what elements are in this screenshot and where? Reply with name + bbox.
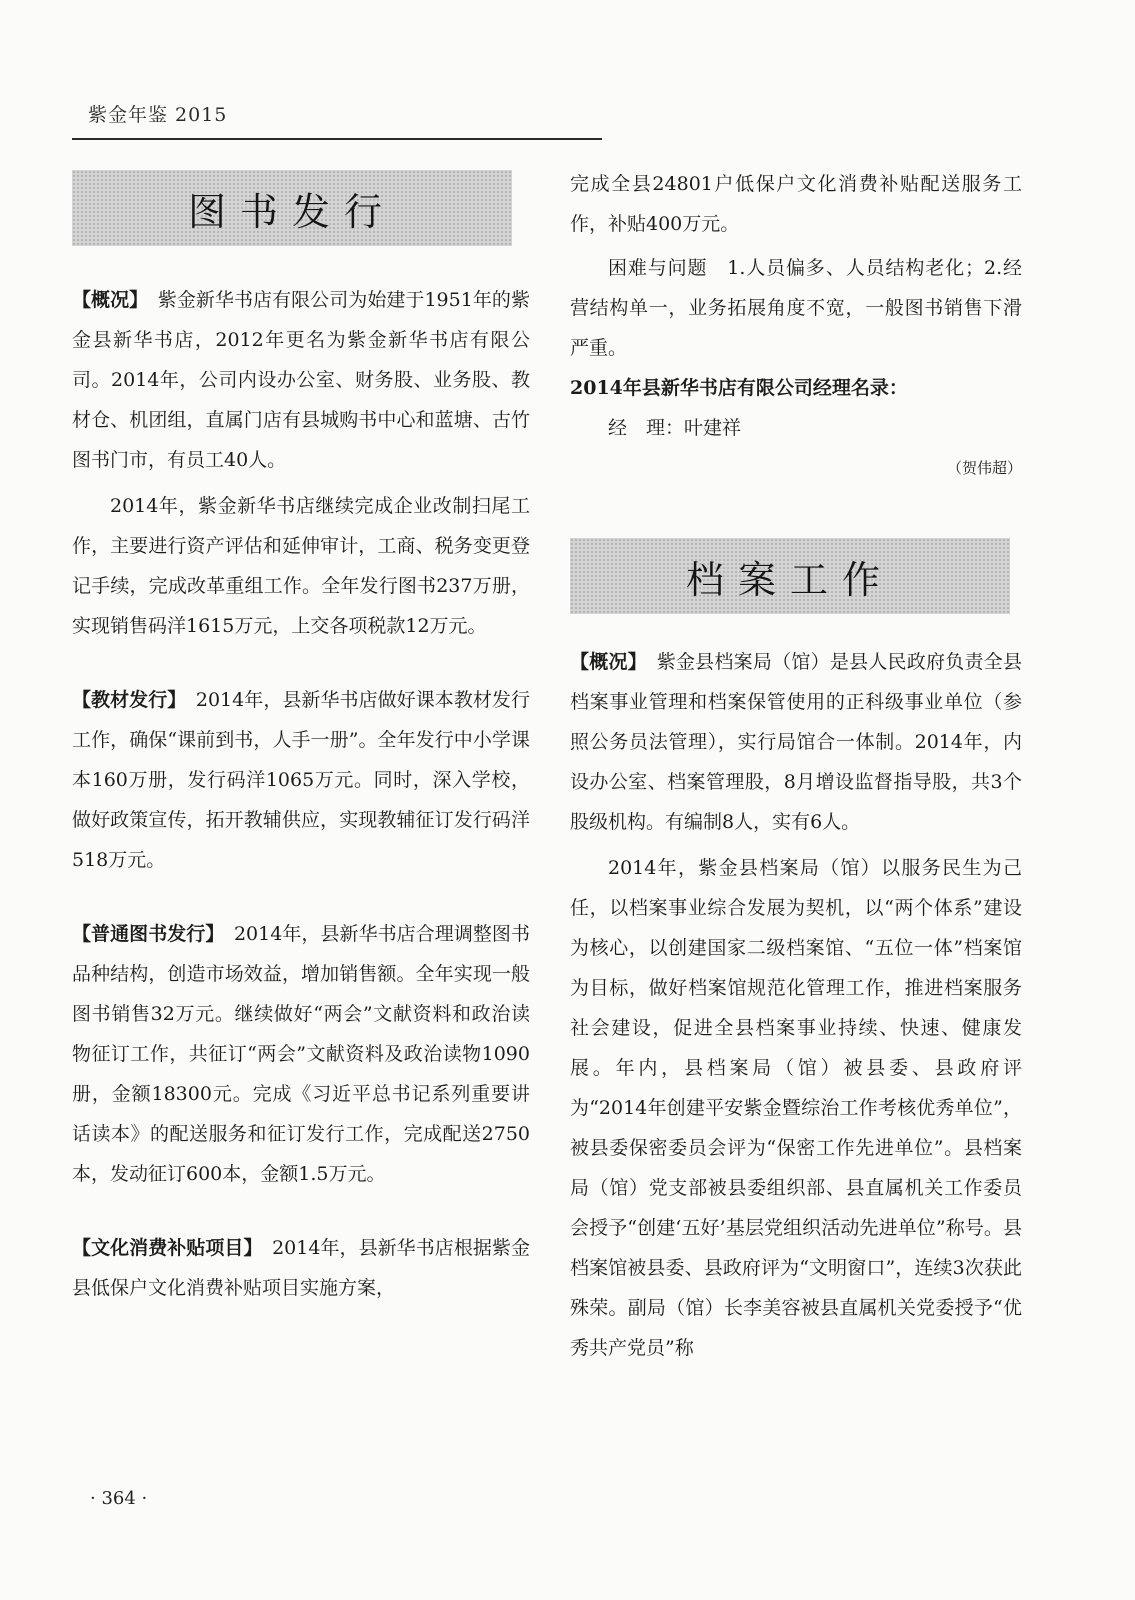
section-banner-archives [570,538,1010,614]
paragraph-textbook [72,680,530,880]
section-label: 【文化消费补贴项目】 [72,1237,254,1259]
section-banner-book-distribution [72,170,512,246]
paragraph-text: 紫金县档案局（馆）是县人民政府负责全县档案事业管理和档案保管使用的正科级事业单位（参照公务员法管理），实行局馆合一体制。2014年，内设办公室、档案管理股，8月增设监督指导股，共3个股级机构。有编制8人，实有6人。 [570,651,1022,833]
paragraph-text: 2014年，县新华书店做好课本教材发行工作，确保“课前到书，人手一册”。全年发行中小学课本160万册，发行码洋1065万元。同时，深入学校，做好政策宣传，拓开教辅供应，实现教辅征订发行码洋518万元。 [72,689,530,871]
paragraph-archives-overview [570,642,1022,842]
manager-entry: 经 理：叶建祥 [608,417,742,439]
paragraph-subsidy [72,1228,530,1308]
paragraph-overview [72,280,530,480]
paragraph-general-books [72,914,530,1194]
paragraph-subsidy-continued: 完成全县24801户低保户文化消费补贴配送服务工作，补贴400万元。 [570,173,1022,235]
running-header: 紫金年鉴 2015 [88,104,228,126]
section-label: 【普通图书发行】 [72,923,215,945]
paragraph-text: 紫金新华书店有限公司为始建于1951年的紫金县新华书店，2012年更名为紫金新华书店有限公司。2014年，公司内设办公室、财务股、业务股、教材仓、机团组，直属门店有县城购书中心和蓝塘、古竹图书门市，有员工40人。 [72,289,530,471]
manager-list-title: 2014年县新华书店有限公司经理名录： [570,377,908,399]
right-column-bottom [570,642,1022,1368]
paragraph-text: 2014年，县新华书店根据紫金县低保户文化消费补贴项目实施方案， [72,1237,530,1299]
banner-title: 档案工作 [685,557,894,602]
paragraph-problems: 困难与问题 1.人员偏多、人员结构老化；2.经营结构单一，业务拓展角度不宽，一般图书销售下滑严重。 [570,257,1022,359]
section-label: 【概况】 [72,289,139,311]
section-label: 【教材发行】 [72,689,177,711]
paragraph-reform: 2014年，紫金新华书店继续完成企业改制扫尾工作，主要进行资产评估和延伸审计，工商、税务变更登记手续，完成改革重组工作。全年发行图书237万册，实现销售码洋1615万元，上交各项税款12万元。 [72,495,530,637]
left-column [72,280,530,1308]
author-signature: （贺伟超） [946,459,1022,477]
paragraph-text: 2014年，县新华书店合理调整图书品种结构，创造市场效益，增加销售额。全年实现一般图书销售32万元。继续做好“两会”文献资料和政治读物征订工作，共征订“两会”文献资料及政治读物1090册，金额18300元。完成《习近平总书记系列重要讲话读本》的配送服务和征订发行工作，完成配送2750本，发动征订600本，金额1.5万元。 [72,923,530,1185]
paragraph-archives-work: 2014年，紫金县档案局（馆）以服务民生为己任，以档案事业综合发展为契机，以“两个体系”建设为核心，以创建国家二级档案馆、“五位一体”档案馆为目标，做好档案馆规范化管理工作，推进档案服务社会建设，促进全县档案事业持续、快速、健康发展。年内，县档案局（馆）被县委、县政府评为“2014年创建平安紫金暨综治工作考核优秀单位”，被县委保密委员会评为“保密工作先进单位”。县档案局（馆）党支部被县委组织部、县直属机关工作委员会授予“创建‘五好’基层党组织活动先进单位”称号。县档案馆被县委、县政府评为“文明窗口”，连续3次获此殊荣。副局（馆）长李美容被县直属机关党委授予“优秀共产党员”称 [570,857,1022,1359]
right-column-top [570,164,1022,488]
section-label: 【概况】 [570,651,638,673]
header-rule [72,138,602,140]
banner-title: 图书发行 [187,189,396,234]
page-number: · 364 · [90,1488,148,1509]
